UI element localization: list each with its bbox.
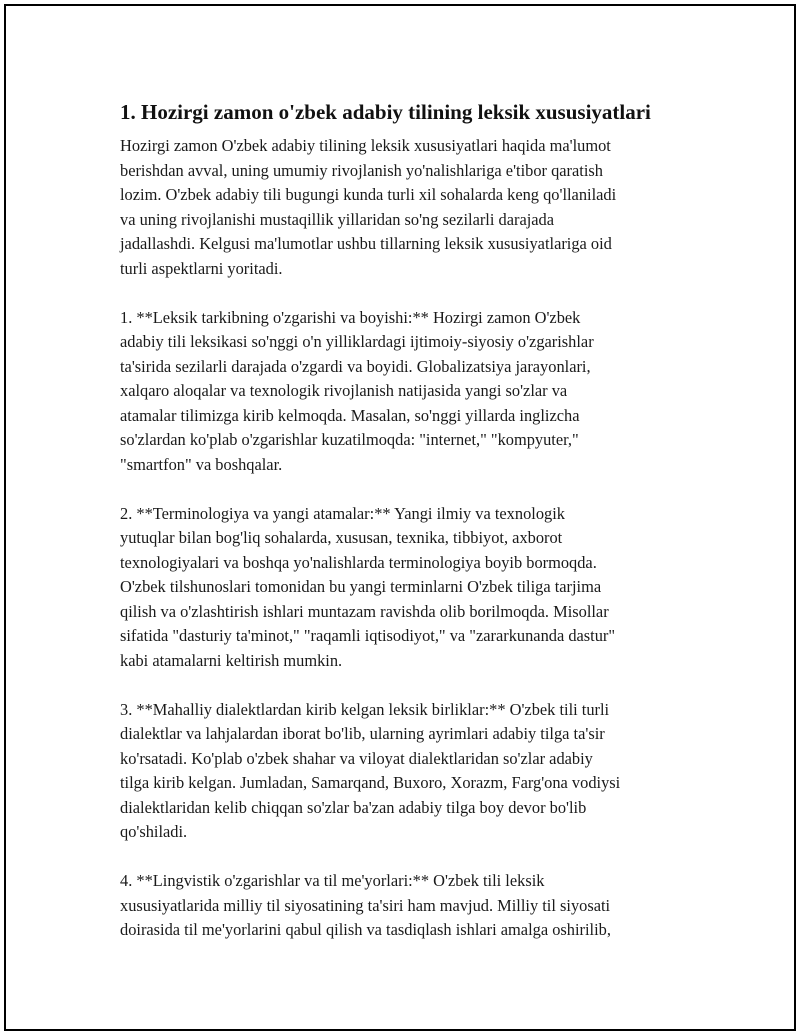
- text-line: qilish va o'zlashtirish ishlari muntazam ravishda olib borilmoqda. Misollar: [120, 601, 609, 621]
- text-line: atamalar tilimizga kirib kelmoqda. Masalan, so'nggi yillarda inglizcha: [120, 405, 580, 425]
- body-paragraph: [120, 134, 686, 281]
- document-page: [4, 4, 796, 1031]
- text-line: qo'shiladi.: [120, 822, 188, 841]
- body-paragraph: [120, 502, 686, 674]
- text-line: "smartfon" va boshqalar.: [120, 454, 283, 474]
- text-line: jadallashdi. Kelgusi ma'lumotlar ushbu tillarning leksik xususiyatlariga oid: [120, 234, 612, 253]
- text-line: yutuqlar bilan bog'liq sohalarda, xususan, texnika, tibbiyot, axborot: [120, 528, 563, 547]
- body-paragraph: [120, 869, 686, 943]
- document-content: [120, 98, 686, 967]
- text-line: dialektlar va lahjalardan iborat bo'lib, ularning ayrimlari adabiy tilga ta'sir: [120, 724, 605, 743]
- text-line: 4. **Lingvistik o'zgarishlar va til me'yorlari:** O'zbek tili leksik: [120, 871, 545, 890]
- text-line: dialektlaridan kelib chiqqan so'zlar ba'zan adabiy tilga boy devor bo'lib: [120, 797, 587, 817]
- text-line: lozim. O'zbek adabiy tili bugungi kunda turli xil sohalarda keng qo'llaniladi: [120, 185, 617, 204]
- body-paragraph: [120, 306, 686, 478]
- text-line: 2. **Terminologiya va yangi atamalar:** Yangi ilmiy va texnologik: [120, 503, 565, 523]
- text-line: xususiyatlarida milliy til siyosatining ta'siri ham mavjud. Milliy til siyosati: [120, 895, 611, 915]
- body-paragraph: [120, 698, 686, 845]
- text-line: xalqaro aloqalar va texnologik rivojlanish natijasida yangi so'zlar va: [120, 381, 568, 400]
- text-line: 1. **Leksik tarkibning o'zgarishi va boyishi:** Hozirgi zamon O'zbek: [120, 307, 581, 327]
- text-line: O'zbek tilshunoslari tomonidan bu yangi terminlarni O'zbek tiliga tarjima: [120, 577, 602, 596]
- text-line: Hozirgi zamon O'zbek adabiy tilining leksik xususiyatlari haqida ma'lumot: [120, 136, 611, 155]
- text-line: va uning rivojlanishi mustaqillik yillaridan so'ng sezilarli darajada: [120, 209, 555, 229]
- text-line: doirasida til me'yorlarini qabul qilish va tasdiqlash ishlari amalga oshirilib,: [120, 920, 611, 939]
- text-line: tilga kirib kelgan. Jumladan, Samarqand, Buxoro, Xorazm, Farg'ona vodiysi: [120, 773, 621, 792]
- text-line: ko'rsatadi. Ko'plab o'zbek shahar va viloyat dialektlaridan so'zlar adabiy: [120, 748, 593, 768]
- text-line: texnologiyalari va boshqa yo'nalishlarda terminologiya boyib bormoqda.: [120, 552, 597, 572]
- text-line: 3. **Mahalliy dialektlardan kirib kelgan leksik birliklar:** O'zbek tili turli: [120, 699, 610, 719]
- text-line: kabi atamalarni keltirish mumkin.: [120, 650, 343, 670]
- text-line: ta'sirida sezilarli darajada o'zgardi va boyidi. Globalizatsiya jarayonlari,: [120, 356, 591, 376]
- text-line: berishdan avval, uning umumiy rivojlanish yo'nalishlariga e'tibor qaratish: [120, 160, 603, 180]
- text-line: adabiy tili leksikasi so'nggi o'n yilliklardagi ijtimoiy-siyosiy o'zgarishlar: [120, 332, 594, 351]
- page-title: 1. Hozirgi zamon o'zbek adabiy tilining leksik xususiyatlari: [120, 100, 651, 124]
- text-line: sifatida "dasturiy ta'minot," "raqamli iqtisodiyot," va "zararkunanda dastur": [120, 626, 616, 645]
- paragraph-list: [120, 134, 686, 943]
- text-line: so'zlardan ko'plab o'zgarishlar kuzatilmoqda: "internet," "kompyuter,": [120, 430, 579, 449]
- text-line: turli aspektlarni yoritadi.: [120, 258, 283, 278]
